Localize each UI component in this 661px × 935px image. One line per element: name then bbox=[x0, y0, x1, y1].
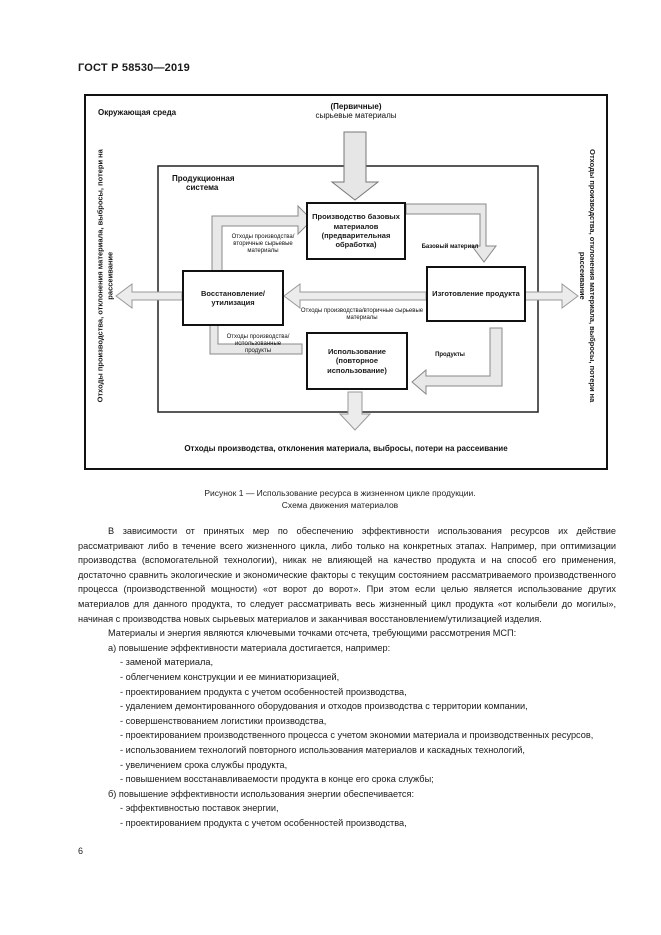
label-waste-top: Отходы производства/вторичные сырьевые материалы bbox=[231, 234, 295, 255]
list-item: - проектированием производственного процесса с учетом экономии материала и производственных ресурсов, bbox=[120, 730, 594, 741]
paragraph-1: В зависимости от принятых мер по обеспечению эффективности использования ресурсов их действие рассматривают либо в течение всего жизненного цикла, либо только на конкретных этапах. Например, при оптимизации производства (вспомогательной технологии), никак не влияющей на качество продукта и на способ его применения, достаточно сравнить экологические и экономические факторы с текущим состоянием рассматриваемого производственного процесса (производственной мощности) «от ворот до ворот». При этом если целью является использование других материалов для данного продукта, то следует рассматривать весь жизненный цикл продукта «от колыбели до могилы», начиная с производства новых сырьевых материалов и заканчивая восстановлением/утилизацией изделия. bbox=[78, 526, 616, 624]
list-a-heading: а) повышение эффективности материала достигается, например: bbox=[108, 642, 391, 653]
lifecycle-figure bbox=[84, 94, 608, 470]
list-item: - заменой материала, bbox=[120, 657, 214, 668]
figure-arrows bbox=[86, 96, 606, 468]
list-item: - совершенствованием логистики производства, bbox=[120, 715, 327, 726]
page-number: 6 bbox=[78, 846, 84, 856]
bottom-output-label: Отходы производства, отклонения материала, выбросы, потери на рассеивание bbox=[184, 444, 508, 453]
list-item: - удалением демонтированного оборудования и отходов производства с территории компании, bbox=[120, 701, 528, 712]
label-waste-mid: Отходы производства/вторичные сырьевые материалы bbox=[300, 308, 424, 322]
list-item: - проектированием продукта с учетом особенностей производства, bbox=[120, 817, 407, 828]
production-system-label: Продукционная система bbox=[172, 174, 235, 193]
left-vertical-label: Отходы производства, отклонения материала, выбросы, потери на рассеивание bbox=[95, 149, 114, 403]
list-item: - облегчением конструкции и ее миниатюризацией, bbox=[120, 671, 340, 682]
box-recovery: Восстановление/ утилизация bbox=[182, 270, 284, 326]
body-text bbox=[78, 524, 616, 830]
list-item: - эффективностью поставок энергии, bbox=[120, 803, 279, 814]
right-vertical-label: Отходы производства, отклонения материала, выбросы, потери на рассеивание bbox=[578, 149, 597, 403]
environment-label: Окружающая среда bbox=[98, 108, 177, 117]
primary-materials-label: (Первичные) сырьевые материалы bbox=[315, 102, 397, 121]
figure-caption: Рисунок 1 — Использование ресурса в жизненном цикле продукции. Схема движения материалов bbox=[204, 488, 476, 511]
paragraph-2: Материалы и энергия являются ключевыми точками отсчета, требующими рассмотрения МСП: bbox=[108, 628, 517, 639]
label-waste-bottom: Отходы производства/ использованные продукты bbox=[226, 334, 290, 355]
list-item: - увеличением срока службы продукта, bbox=[120, 759, 288, 770]
list-item: - проектированием продукта с учетом особенностей производства, bbox=[120, 686, 407, 697]
box-base-production: Производство базовых материалов (предварительная обработка) bbox=[306, 202, 406, 260]
box-use: Использование (повторное использование) bbox=[306, 332, 408, 390]
label-products: Продукты bbox=[435, 352, 465, 358]
list-item: - повышением восстанавливаемости продукта в конце его срока службы; bbox=[120, 774, 434, 785]
label-base-material: Базовый материал bbox=[421, 244, 479, 250]
list-b-heading: б) повышение эффективности использования энергии обеспечивается: bbox=[108, 788, 415, 799]
standard-header: ГОСТ Р 58530—2019 bbox=[78, 62, 190, 74]
list-item: - использованием технологий повторного использования материалов и каскадных технологий, bbox=[120, 744, 525, 755]
box-manufacturing: Изготовление продукта bbox=[426, 266, 526, 322]
